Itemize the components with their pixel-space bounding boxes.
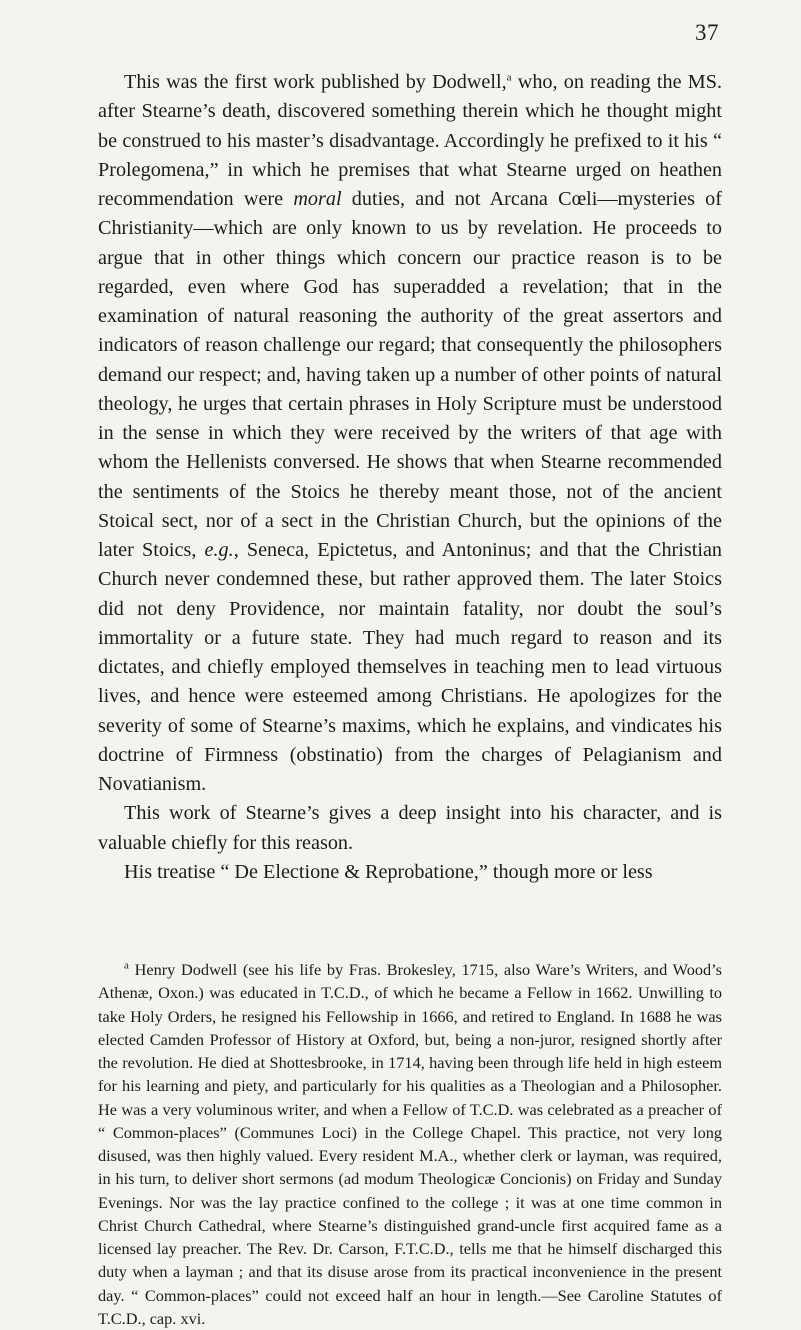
footnote-text: Henry Dodwell (see his life by Fras. Brokesley, 1715, also Ware’s Writers, and Wood’s Athenæ, Oxon.) was educated in T.C.D., of which he became a Fellow in 1662. Unwilling to take Holy Orders, he resigned his Fellowship in 1666, and retired to England. In 1688 he was elected Camden Professor of History at Oxford, but, being a non-juror, resigned shortly after the revolution. He died at Shottesbrooke, in 1714, having been through life held in high esteem for his learning and piety, and particularly for his qualities as a Theologian and a Philosopher. He was a very voluminous writer, and when a Fellow of T.C.D. was celebrated as a preacher of “ Common-places” (Communes Loci) in the College Chapel. This practice, not very long disused, was then highly valued. Every resident M.A., whether clerk or layman, was required, in his turn, to deliver short sermons (ad modum Theologicæ Concionis) on Friday and Sunday Evenings. Nor was the lay practice confined to the college ; it was at one time common in Christ Church Cathedral, where Stearne’s distinguished grand-uncle first acquired fame as a licensed lay preacher. The Rev. Dr. Carson, F.T.C.D., tells me that he himself discharged this duty when a layman ; and that its disuse arose from its practical inconvenience in the present day. “ Common-places” could not exceed half an hour in length.—See Caroline Statutes of T.C.D., cap. xvi. [98, 960, 722, 1328]
footnote-a [98, 958, 722, 1330]
paragraph-1-part-3: duties, and not Arcana Cœli—mysteries of Christianity—which are only known to us by revelation. He proceeds to argue that in other things which concern our practice reason is to be regarded, even where God has superadded a revelation; that in the examination of natural reasoning the authority of the great assertors and indicators of reason challenge our regard; that consequently the philosophers demand our respect; and, having taken up a number of other points of natural theology, he urges that certain phrases in Holy Scripture must be understood in the sense in which they were received by the writers of that age with whom the Hellenists conversed. He shows that when Stearne recommended the sentiments of the Stoics he thereby meant those, not of the ancient Stoical sect, nor of a sect in the Christian Church, but the opinions of the later Stoics, [98, 188, 722, 561]
footnote-reference: a [506, 71, 512, 84]
main-text [98, 68, 722, 887]
emphasis-moral: moral [293, 188, 342, 210]
paragraph-1 [98, 68, 722, 799]
emphasis-eg: e.g. [204, 539, 234, 561]
paragraph-3: His treatise “ De Electione & Reprobatione,” though more or less [124, 860, 653, 883]
paragraph-2: This work of Stearne’s gives a deep insight into his character, and is valuable chiefly for this reason. [98, 802, 722, 854]
paragraph-1-part-4: , Seneca, Epictetus, and Antoninus; and that the Christian Church never condemned these, but rather approved them. The later Stoics did not deny Providence, nor maintain fatality, nor doubt the soul’s immortality or a future state. They had much regard to reason and its dictates, and chiefly employed themselves in teaching men to lead virtuous lives, and hence were esteemed among Christians. He apologizes for the severity of some of Stearne’s maxims, which he explains, and vindicates his doctrine of Firmness (obstinatio) from the charges of Pelagianism and Novatianism. [98, 539, 722, 795]
paragraph-1-part-2: who, on reading the MS. after Stearne’s death, discovered something therein which he thought might be construed to his master’s disadvantage. Accordingly he prefixed to it his “ Prolegomena,” in which he premises that what Stearne urged on heathen recommendation were [98, 71, 722, 210]
footnote-marker: a [124, 959, 129, 972]
page-number: 37 [695, 20, 719, 45]
paragraph-1-part-1: This was the first work published by Dodwell, [124, 71, 507, 93]
footnotes [98, 958, 722, 1330]
